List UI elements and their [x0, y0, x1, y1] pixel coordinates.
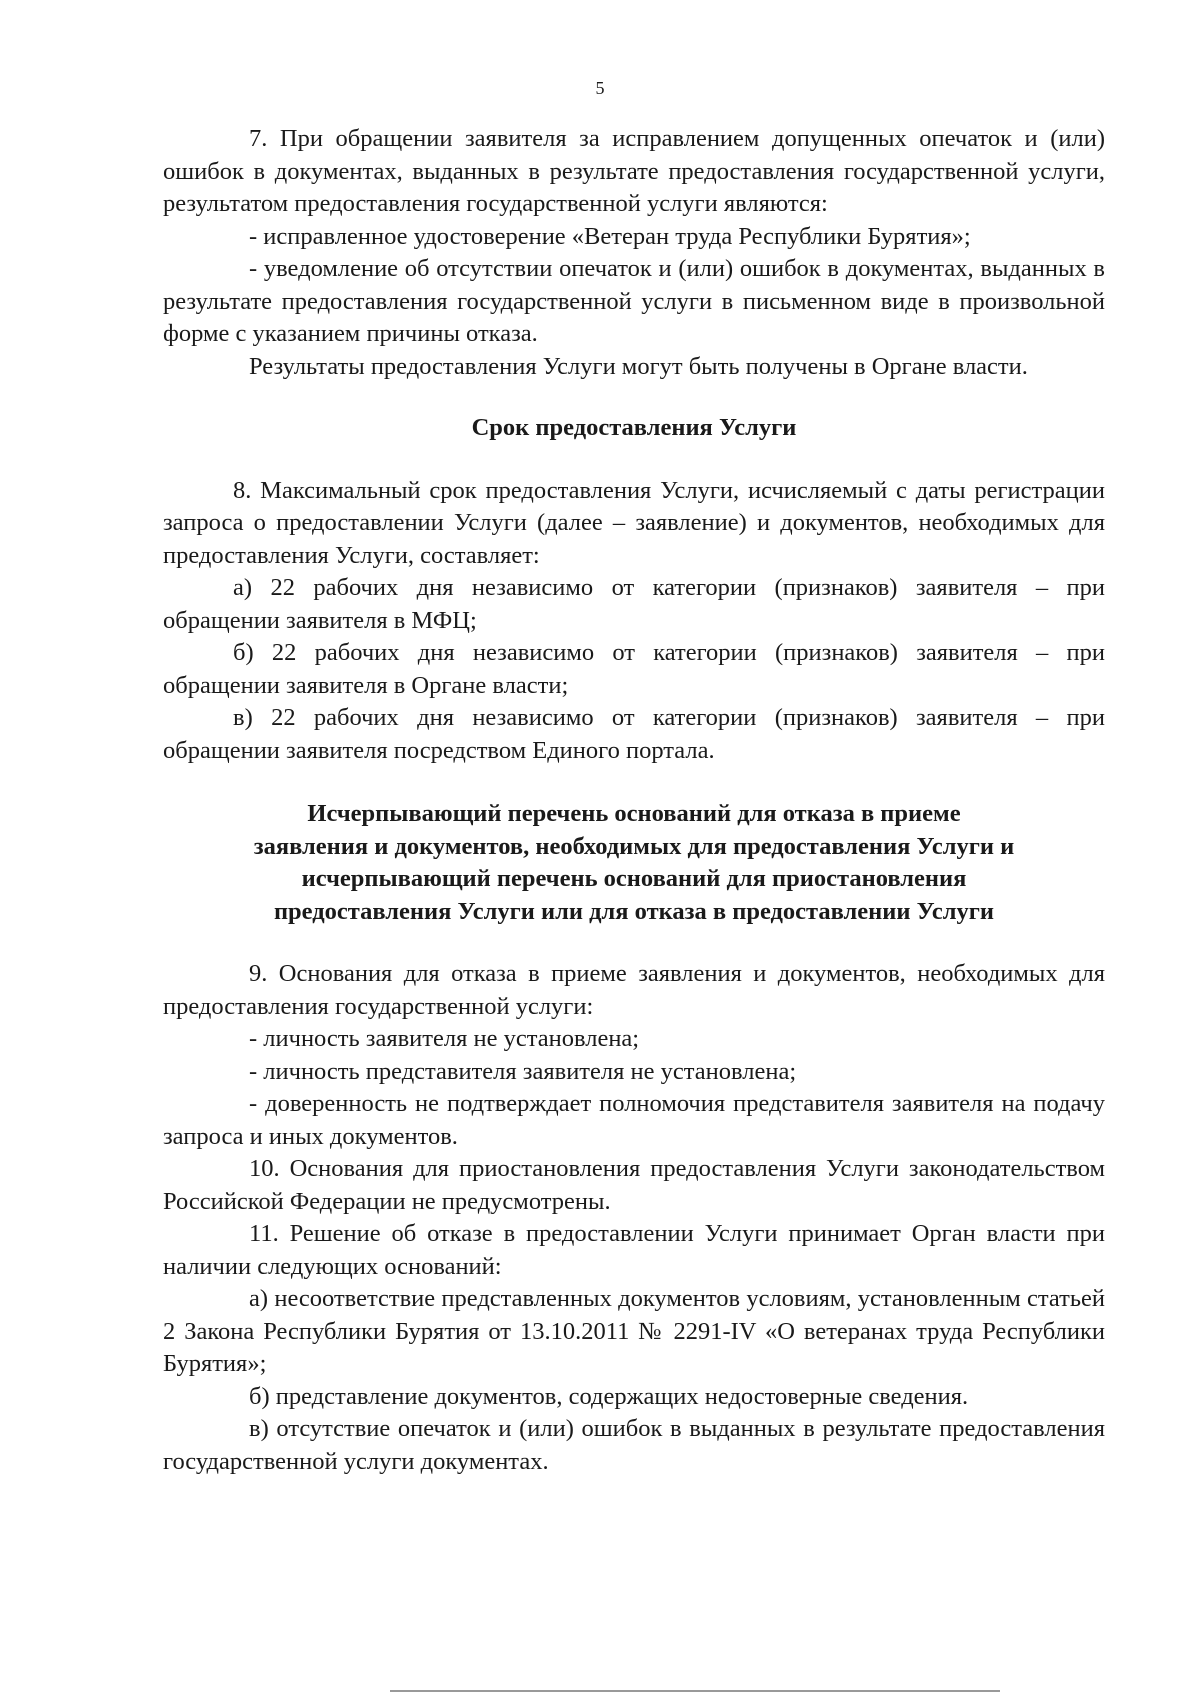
heading-service-term: Срок предоставления Услуги: [471, 414, 797, 441]
section-8-intro: 8. Максимальный срок предоставления Услуги, исчисляемый с даты регистрации запроса о предоставлении Услуги (далее – заявление) и документов, необходимых для предоставления Услуги, составляет:: [163, 476, 1105, 569]
section-11-item-c: в) отсутствие опечаток и (или) ошибок в выданных в результате предоставления государственной услуги документах.: [163, 1415, 1105, 1475]
section-8-item-c: в) 22 рабочих дня независимо от категории (признаков) заявителя – при обращении заявителя посредством Единого портала.: [163, 704, 1105, 764]
section-11-item-b: б) представление документов, содержащих недостоверные сведения.: [249, 1382, 969, 1410]
heading-refusal-grounds: [163, 798, 1105, 928]
heading-refusal-line-3: исчерпывающий перечень оснований для приостановления: [301, 865, 967, 892]
section-9-intro: 9. Основания для отказа в приеме заявления и документов, необходимых для предоставления государственной услуги:: [163, 960, 1105, 1020]
section-8-item-a: а) 22 рабочих дня независимо от категории (признаков) заявителя – при обращении заявителя в МФЦ;: [163, 574, 1105, 634]
bottom-scan-line: [390, 1690, 1000, 1692]
section-7-intro: 7. При обращении заявителя за исправлением допущенных опечаток и (или) ошибок в документах, выданных в результате предоставления государственной услуги, результатом предоставления государственной услуги являются:: [163, 125, 1105, 217]
heading-refusal-line-1: Исчерпывающий перечень оснований для отказа в приеме: [307, 800, 961, 827]
section-11-item-a: а) несоответствие представленных документов условиям, установленным статьей 2 Закона Республики Бурятия от 13.10.2011 № 2291-IV «О ветеранах труда Республики Бурятия»;: [163, 1285, 1105, 1377]
section-7-item-1: - исправленное удостоверение «Ветеран труда Республики Бурятия»;: [249, 222, 971, 250]
heading-refusal-line-2: заявления и документов, необходимых для предоставления Услуги и: [253, 832, 1015, 860]
document-body: [163, 123, 1105, 1478]
section-7-item-2: - уведомление об отсутствии опечаток и (или) ошибок в документах, выданных в результате предоставления государственной услуги в письменном виде в произвольной форме с указанием причины отказа.: [163, 255, 1105, 347]
section-9-item-2: - личность представителя заявителя не установлена;: [249, 1057, 797, 1085]
section-8-item-b: б) 22 рабочих дня независимо от категории (признаков) заявителя – при обращении заявителя в Органе власти;: [163, 639, 1105, 699]
section-7-results: Результаты предоставления Услуги могут быть получены в Органе власти.: [249, 352, 1028, 380]
section-9-item-3: - доверенность не подтверждает полномочия представителя заявителя на подачу запроса и иных документов.: [163, 1090, 1105, 1150]
section-10: 10. Основания для приостановления предоставления Услуги законодательством Российской Федерации не предусмотрены.: [163, 1155, 1105, 1215]
page-number: 5: [595, 78, 605, 98]
section-11-intro: 11. Решение об отказе в предоставлении Услуги принимает Орган власти при наличии следующих оснований:: [163, 1220, 1105, 1280]
section-9-item-1: - личность заявителя не установлена;: [249, 1025, 640, 1052]
heading-refusal-line-4: предоставления Услуги или для отказа в предоставлении Услуги: [273, 897, 995, 925]
